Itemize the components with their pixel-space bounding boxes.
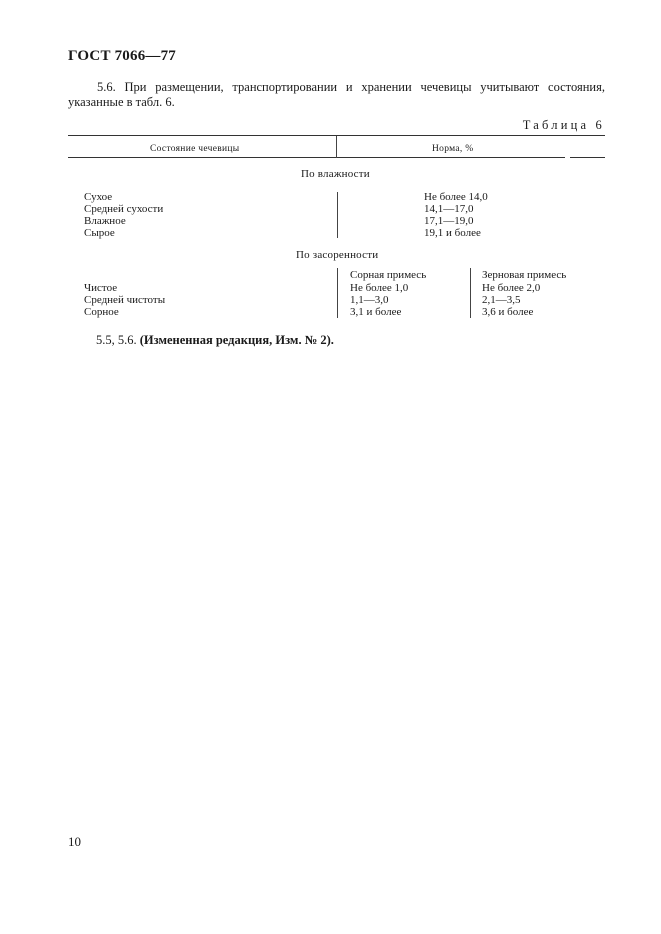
- table-row-state: Сорное: [84, 306, 119, 318]
- table-row-norm: 14,1—17,0: [424, 203, 474, 215]
- subheader-grain-impurity: Зерновая примесь: [482, 269, 567, 281]
- table-row-state: Чистое: [84, 282, 118, 294]
- column-header-state: Состояние чечевицы: [150, 144, 240, 154]
- table-title: Таблица 6: [522, 118, 605, 132]
- table-row-norm: Не более 14,0: [424, 191, 488, 203]
- amendment-note-bold: (Измененная редакция, Изм. № 2).: [139, 333, 334, 347]
- table-row-state: Средней сухости: [84, 203, 164, 215]
- amendment-note: [96, 333, 334, 348]
- paragraph-5-6: 5.6. При размещении, транспортировании и хранении чечевицы учитывают состояния, указанные в табл. 6.: [68, 80, 605, 109]
- table-header-rule-tail: [570, 157, 605, 158]
- table-header-rule-left: [68, 157, 336, 158]
- column-header-norm: Норма, %: [432, 144, 474, 154]
- table-row-state: Сырое: [84, 227, 115, 239]
- table-row-state: Сухое: [84, 191, 113, 203]
- table-row-weed: 3,1 и более: [350, 306, 402, 318]
- table-row-grain: 2,1—3,5: [482, 294, 521, 306]
- amendment-note-prefix: 5.5, 5.6.: [96, 333, 140, 347]
- table-row-state: Средней чистоты: [84, 294, 166, 306]
- section-title-moisture: По влажности: [301, 168, 370, 180]
- table-row-weed: Не более 1,0: [350, 282, 409, 294]
- page-number: 10: [68, 834, 81, 849]
- table-header-rule-right: [336, 157, 565, 158]
- table-row-grain: Не более 2,0: [482, 282, 541, 294]
- table-row-weed: 1,1—3,0: [350, 294, 389, 306]
- document-code: ГОСТ 7066—77: [68, 48, 177, 64]
- table-row-norm: 17,1—19,0: [424, 215, 474, 227]
- table-header-divider: [336, 136, 337, 158]
- table-row-grain: 3,6 и более: [482, 306, 534, 318]
- section-title-contamination: По засоренности: [296, 249, 379, 261]
- contamination-divider-2: [470, 268, 471, 318]
- contamination-divider-1: [337, 268, 338, 318]
- moisture-divider: [337, 192, 338, 238]
- table-row-state: Влажное: [84, 215, 126, 227]
- subheader-weed-impurity: Сорная примесь: [350, 269, 427, 281]
- table-row-norm: 19,1 и более: [424, 227, 481, 239]
